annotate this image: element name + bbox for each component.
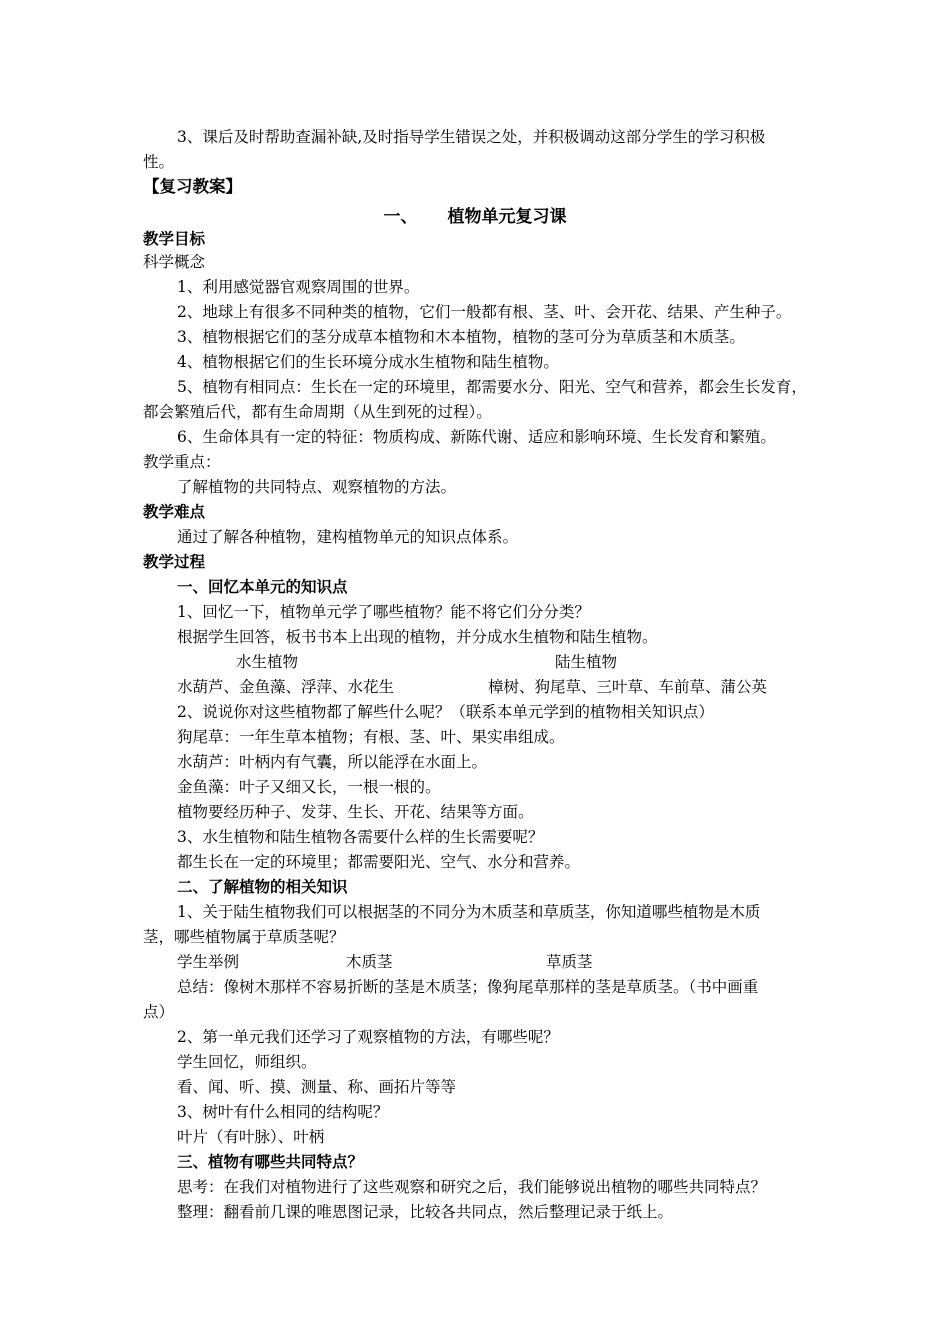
process-heading: 教学过程 [143,552,206,571]
answer: 都生长在一定的环境里；都需要阳光、空气、水分和营养。 [177,853,581,871]
difficulty-text: 通过了解各种植物，建构植物单元的知识点体系。 [177,528,519,546]
concept-item: 5、植物有相同点：生长在一定的环境里，都需要水分、阳光、空气和营养，都会生长发育， [177,378,807,396]
summary: 总结：像树木那样不容易折断的茎是木质茎；像狗尾草那样的茎是草质茎。（书中画重 [177,978,759,996]
answer: 根据学生回答，板书书本上出现的植物，并分成水生植物和陆生植物。 [177,628,658,646]
question: 2、说说你对这些植物都了解些什么呢？（联系本单元学到的植物相关知识点） [177,703,714,721]
land-plants-list: 樟树、狗尾草、三叶草、车前草、蒲公英 [488,678,768,696]
answer: 学生回忆，师组织。 [177,1053,317,1071]
question-cont: 茎，哪些植物属于草质茎呢？ [143,928,345,946]
question: 3、水生植物和陆生植物各需要什么样的生长需要呢？ [177,828,544,846]
review-heading: 【复习教案】 [143,177,242,196]
sci-concept-label: 科学概念 [143,253,206,271]
answer: 狗尾草：一年生草本植物；有根、茎、叶、果实串组成。 [177,728,565,746]
concept-item: 6、生命体具有一定的特征：物质构成、新陈代谢、适应和影响环境、生长发育和繁殖。 [177,428,776,446]
question: 3、树叶有什么相同的结构呢？ [177,1103,389,1121]
focus-text: 了解植物的共同特点、观察植物的方法。 [177,478,457,496]
example-label: 学生举例 [177,953,240,971]
paragraph: 性。 [143,153,175,171]
concept-item: 1、利用感觉器官观察周围的世界。 [177,278,420,296]
title-number: 一、 [383,207,418,227]
answer: 看、闻、听、摸、测量、称、画拓片等等 [177,1078,457,1096]
think-prompt: 思考：在我们对植物进行了这些观察和研究之后，我们能够说出植物的哪些共同特点？ [177,1178,767,1196]
water-plants-list: 水葫芦、金鱼藻、浮萍、水花生 [177,678,395,696]
summary-cont: 点） [143,1003,175,1021]
herbaceous-stem-label: 草质茎 [546,953,593,971]
title-text: 植物单元复习课 [447,207,567,227]
question: 1、回忆一下，植物单元学了哪些植物？能不将它们分分类？ [177,603,590,621]
concept-item: 2、地球上有很多不同种类的植物，它们一般都有根、茎、叶、会开花、结果、产生种子。 [177,303,792,321]
answer: 水葫芦：叶柄内有气囊，所以能浮在水面上。 [177,753,488,771]
question: 1、关于陆生植物我们可以根据茎的不同分为木质茎和草质茎，你知道哪些植物是木质 [177,903,761,921]
question: 2、第一单元我们还学习了观察植物的方法，有哪些呢？ [177,1028,559,1046]
paragraph: 3、课后及时帮助查漏补缺,及时指导学生错误之处，并积极调动这部分学生的学习积极 [177,128,766,146]
answer: 叶片（有叶脉）、叶柄 [177,1128,325,1146]
answer: 金鱼藻：叶子又细又长，一根一根的。 [177,778,441,796]
concept-item: 4、植物根据它们的生长环境分成水生植物和陆生植物。 [177,353,559,371]
water-plants-header: 水生植物 [236,653,299,671]
section-heading: 一、回忆本单元的知识点 [177,577,348,596]
section-heading: 二、了解植物的相关知识 [177,877,348,896]
woody-stem-label: 木质茎 [346,953,393,971]
concept-item-cont: 都会繁殖后代，都有生命周期（从生到死的过程）。 [143,403,492,421]
difficulty-heading: 教学难点 [143,502,206,521]
concept-item: 3、植物根据它们的茎分成草本植物和木本植物，植物的茎可分为草质茎和木质茎。 [177,328,745,346]
focus-heading: 教学重点： [143,453,221,471]
goals-heading: 教学目标 [143,229,206,248]
lesson-title [0,202,950,227]
organize-prompt: 整理：翻看前几课的唯恩图记录，比较各共同点，然后整理记录于纸上。 [177,1203,674,1221]
section-heading: 三、植物有哪些共同特点？ [177,1152,364,1171]
answer: 植物要经历种子、发芽、生长、开花、结果等方面。 [177,803,534,821]
land-plants-header: 陆生植物 [555,653,618,671]
